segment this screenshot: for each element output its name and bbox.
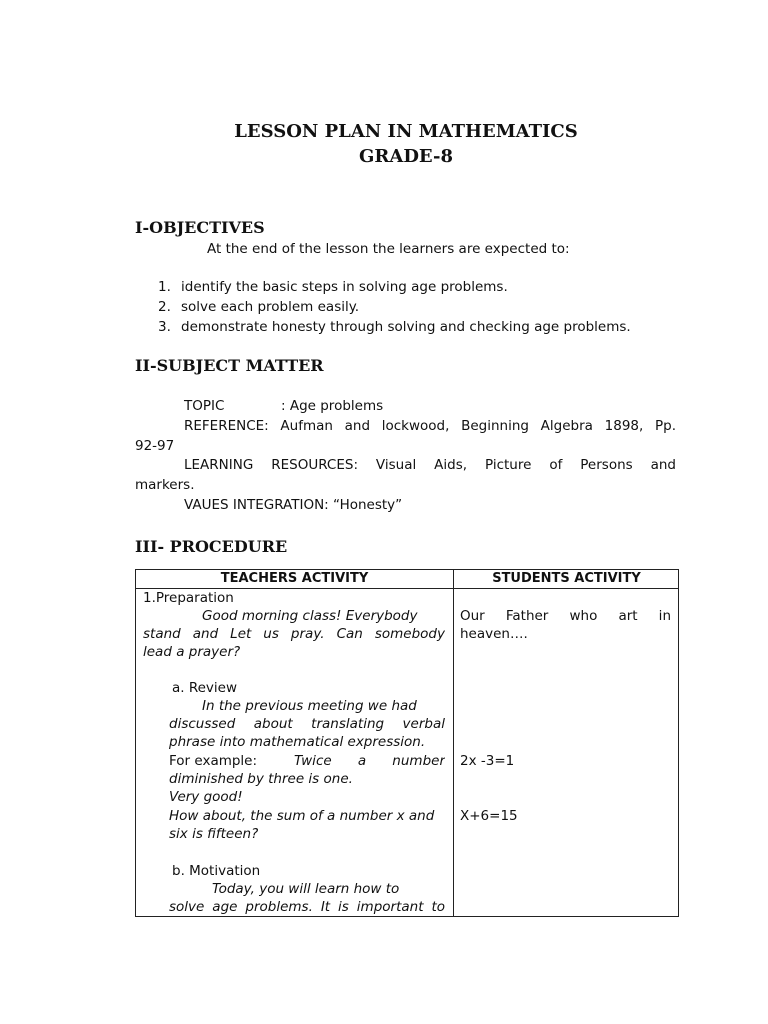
list-number: 1. (158, 279, 171, 295)
resources-line-2: markers. (135, 477, 195, 493)
prep-line-1: Good morning class! Everybody (202, 608, 418, 624)
motivation-line-2: solve age problems. It is important to (169, 899, 445, 915)
topic-label: TOPIC (184, 398, 225, 414)
sum-line-2: six is fifteen? (169, 826, 259, 842)
grade-title: GRADE-8 (359, 146, 453, 167)
student-answer-1: 2x -3=1 (460, 753, 515, 769)
example-text: Twice a number (294, 753, 445, 769)
motivation-line-1: Today, you will learn how to (212, 881, 400, 897)
review-line-2: discussed about translating verbal (169, 716, 445, 732)
list-number: 2. (158, 299, 171, 315)
student-prayer-line-1: Our Father who art in (460, 608, 671, 624)
objectives-heading: I-OBJECTIVES (135, 218, 265, 237)
motivation-label: b. Motivation (172, 863, 261, 879)
prep-line-2: stand and Let us pray. Can somebody (143, 626, 445, 642)
document-title: LESSON PLAN IN MATHEMATICS (234, 121, 578, 142)
values-integration: VAUES INTEGRATION: “Honesty” (184, 497, 403, 513)
review-line-1: In the previous meeting we had (202, 698, 417, 714)
objective-text: identify the basic steps in solving age problems. (181, 279, 508, 295)
preparation-label: 1.Preparation (143, 590, 234, 606)
example-label: For example: (169, 753, 258, 769)
prep-line-3: lead a prayer? (143, 644, 241, 660)
reference-line-2: 92-97 (135, 438, 175, 454)
column-divider (453, 570, 454, 916)
list-number: 3. (158, 319, 171, 335)
procedure-table (135, 569, 679, 917)
very-good-text: Very good! (169, 789, 243, 805)
procedure-heading: III- PROCEDURE (135, 537, 288, 556)
resources-line-1: LEARNING RESOURCES: Visual Aids, Picture of Persons and (184, 457, 676, 473)
student-prayer-line-2: heaven…. (460, 626, 528, 642)
sum-line-1: How about, the sum of a number x and (169, 808, 435, 824)
subject-matter-heading: II-SUBJECT MATTER (135, 356, 324, 375)
objective-text: demonstrate honesty through solving and checking age problems. (181, 319, 631, 335)
example-line-2: diminished by three is one. (169, 771, 353, 787)
students-activity-header: STUDENTS ACTIVITY (492, 571, 641, 586)
objective-text: solve each problem easily. (181, 299, 360, 315)
teachers-activity-header: TEACHERS ACTIVITY (220, 571, 369, 586)
objectives-intro: At the end of the lesson the learners are expected to: (207, 241, 570, 257)
topic-value: : Age problems (281, 398, 384, 414)
review-line-3: phrase into mathematical expression. (169, 734, 426, 750)
review-label: a. Review (172, 680, 238, 696)
reference-line-1: REFERENCE: Aufman and lockwood, Beginning Algebra 1898, Pp. (184, 418, 676, 434)
student-answer-2: X+6=15 (460, 808, 518, 824)
